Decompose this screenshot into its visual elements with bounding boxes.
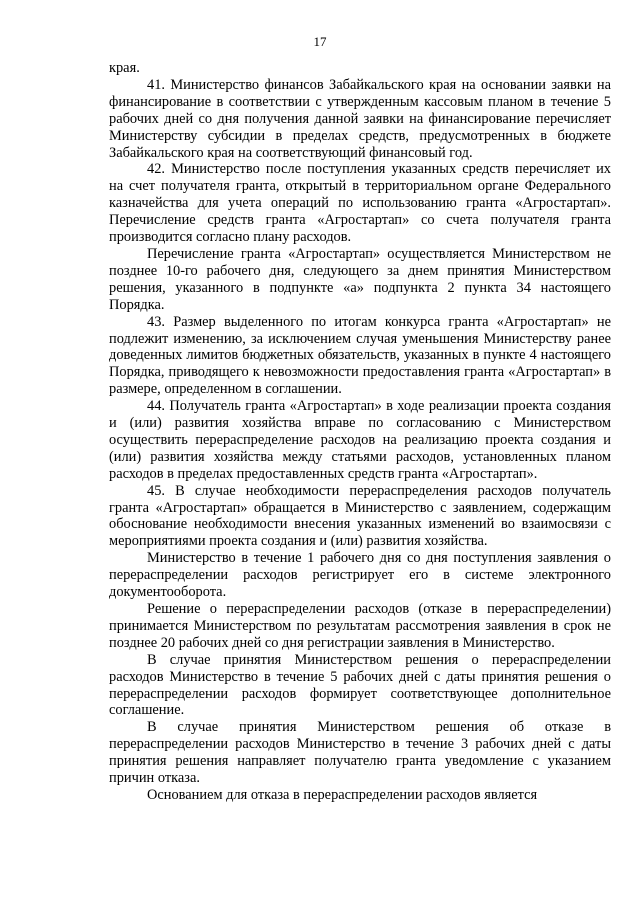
paragraph-42-transfer: Перечисление гранта «Агростартап» осуществляется Министерством не позднее 10-го рабочего дня, следующего за днем принятия Министерством решения, указанного в подпункте «а» подпункта 2 пункта 34 настоящего Порядка. [109, 245, 611, 313]
paragraph-43: 43. Размер выделенного по итогам конкурса гранта «Агростартап» не подлежит изменению, за исключением случая уменьшения Министерству ранее доведенных лимитов бюджетных обязательств, указанных в пункте 4 настоящего Порядка, приводящего к невозможности предоставления гранта «Агростартап» в размере, определенном в соглашении. [109, 313, 611, 398]
paragraph-45-registration: Министерство в течение 1 рабочего дня со дня поступления заявления о перераспределении расходов регистрирует его в системе электронного документооборота. [109, 550, 611, 601]
paragraph-45-refusal-grounds: Основанием для отказа в перераспределении расходов является [147, 786, 538, 803]
paragraph-45-refusal: В случае принятия Министерством решения об отказе в перераспределении расходов Министерство в течение 3 рабочих дней с даты принятия решения направляет получателю гранта уведомление с указанием причин отказа. [109, 719, 611, 787]
paragraph-42: 42. Министерство после поступления указанных средств перечисляет их на счет получателя гранта, открытый в территориальном органе Федерального казначейства для учета операций по использованию гранта «Агростартап». Перечисление средств гранта «Агростартап» со счета получателя гранта производится согласно плану расходов. [109, 161, 611, 246]
paragraph-41: 41. Министерство финансов Забайкальского края на основании заявки на финансирование в соответствии с утвержденным кассовым планом в течение 5 рабочих дней со дня получения данной заявки на финансирование перечисляет Министерству субсидии в пределах средств, предусмотренных в бюджете Забайкальского края на соответствующий финансовый год. [109, 76, 611, 161]
paragraph-45-approval: В случае принятия Министерством решения о перераспределении расходов Министерство в течение 5 рабочих дней с даты принятия решения о перераспределении расходов формирует соответствующее дополнительное соглашение. [109, 651, 611, 719]
paragraph-continuation: края. [109, 60, 140, 76]
paragraph-45: 45. В случае необходимости перераспределения расходов получатель гранта «Агростартап» обращается в Министерство с заявлением, содержащим обоснование необходимости внесения указанных изменений во взаимосвязи с мероприятиями проекта создания и (или) развития хозяйства. [109, 482, 611, 550]
paragraph-45-decision: Решение о перераспределении расходов (отказе в перераспределении) принимается Министерством по результатам рассмотрения заявления в срок не позднее 20 рабочих дней со дня регистрации заявления в Министерство. [109, 601, 611, 651]
paragraph-44: 44. Получатель гранта «Агростартап» в ходе реализации проекта создания и (или) развития хозяйства вправе по согласованию с Министерством осуществить перераспределение расходов на реализацию проекта создания и (или) развития хозяйства между статьями расходов, установленных планом расходов в пределах предоставленных средств гранта «Агростартап». [109, 398, 611, 482]
page-number: 17 [313, 34, 327, 49]
document-body [109, 60, 611, 804]
